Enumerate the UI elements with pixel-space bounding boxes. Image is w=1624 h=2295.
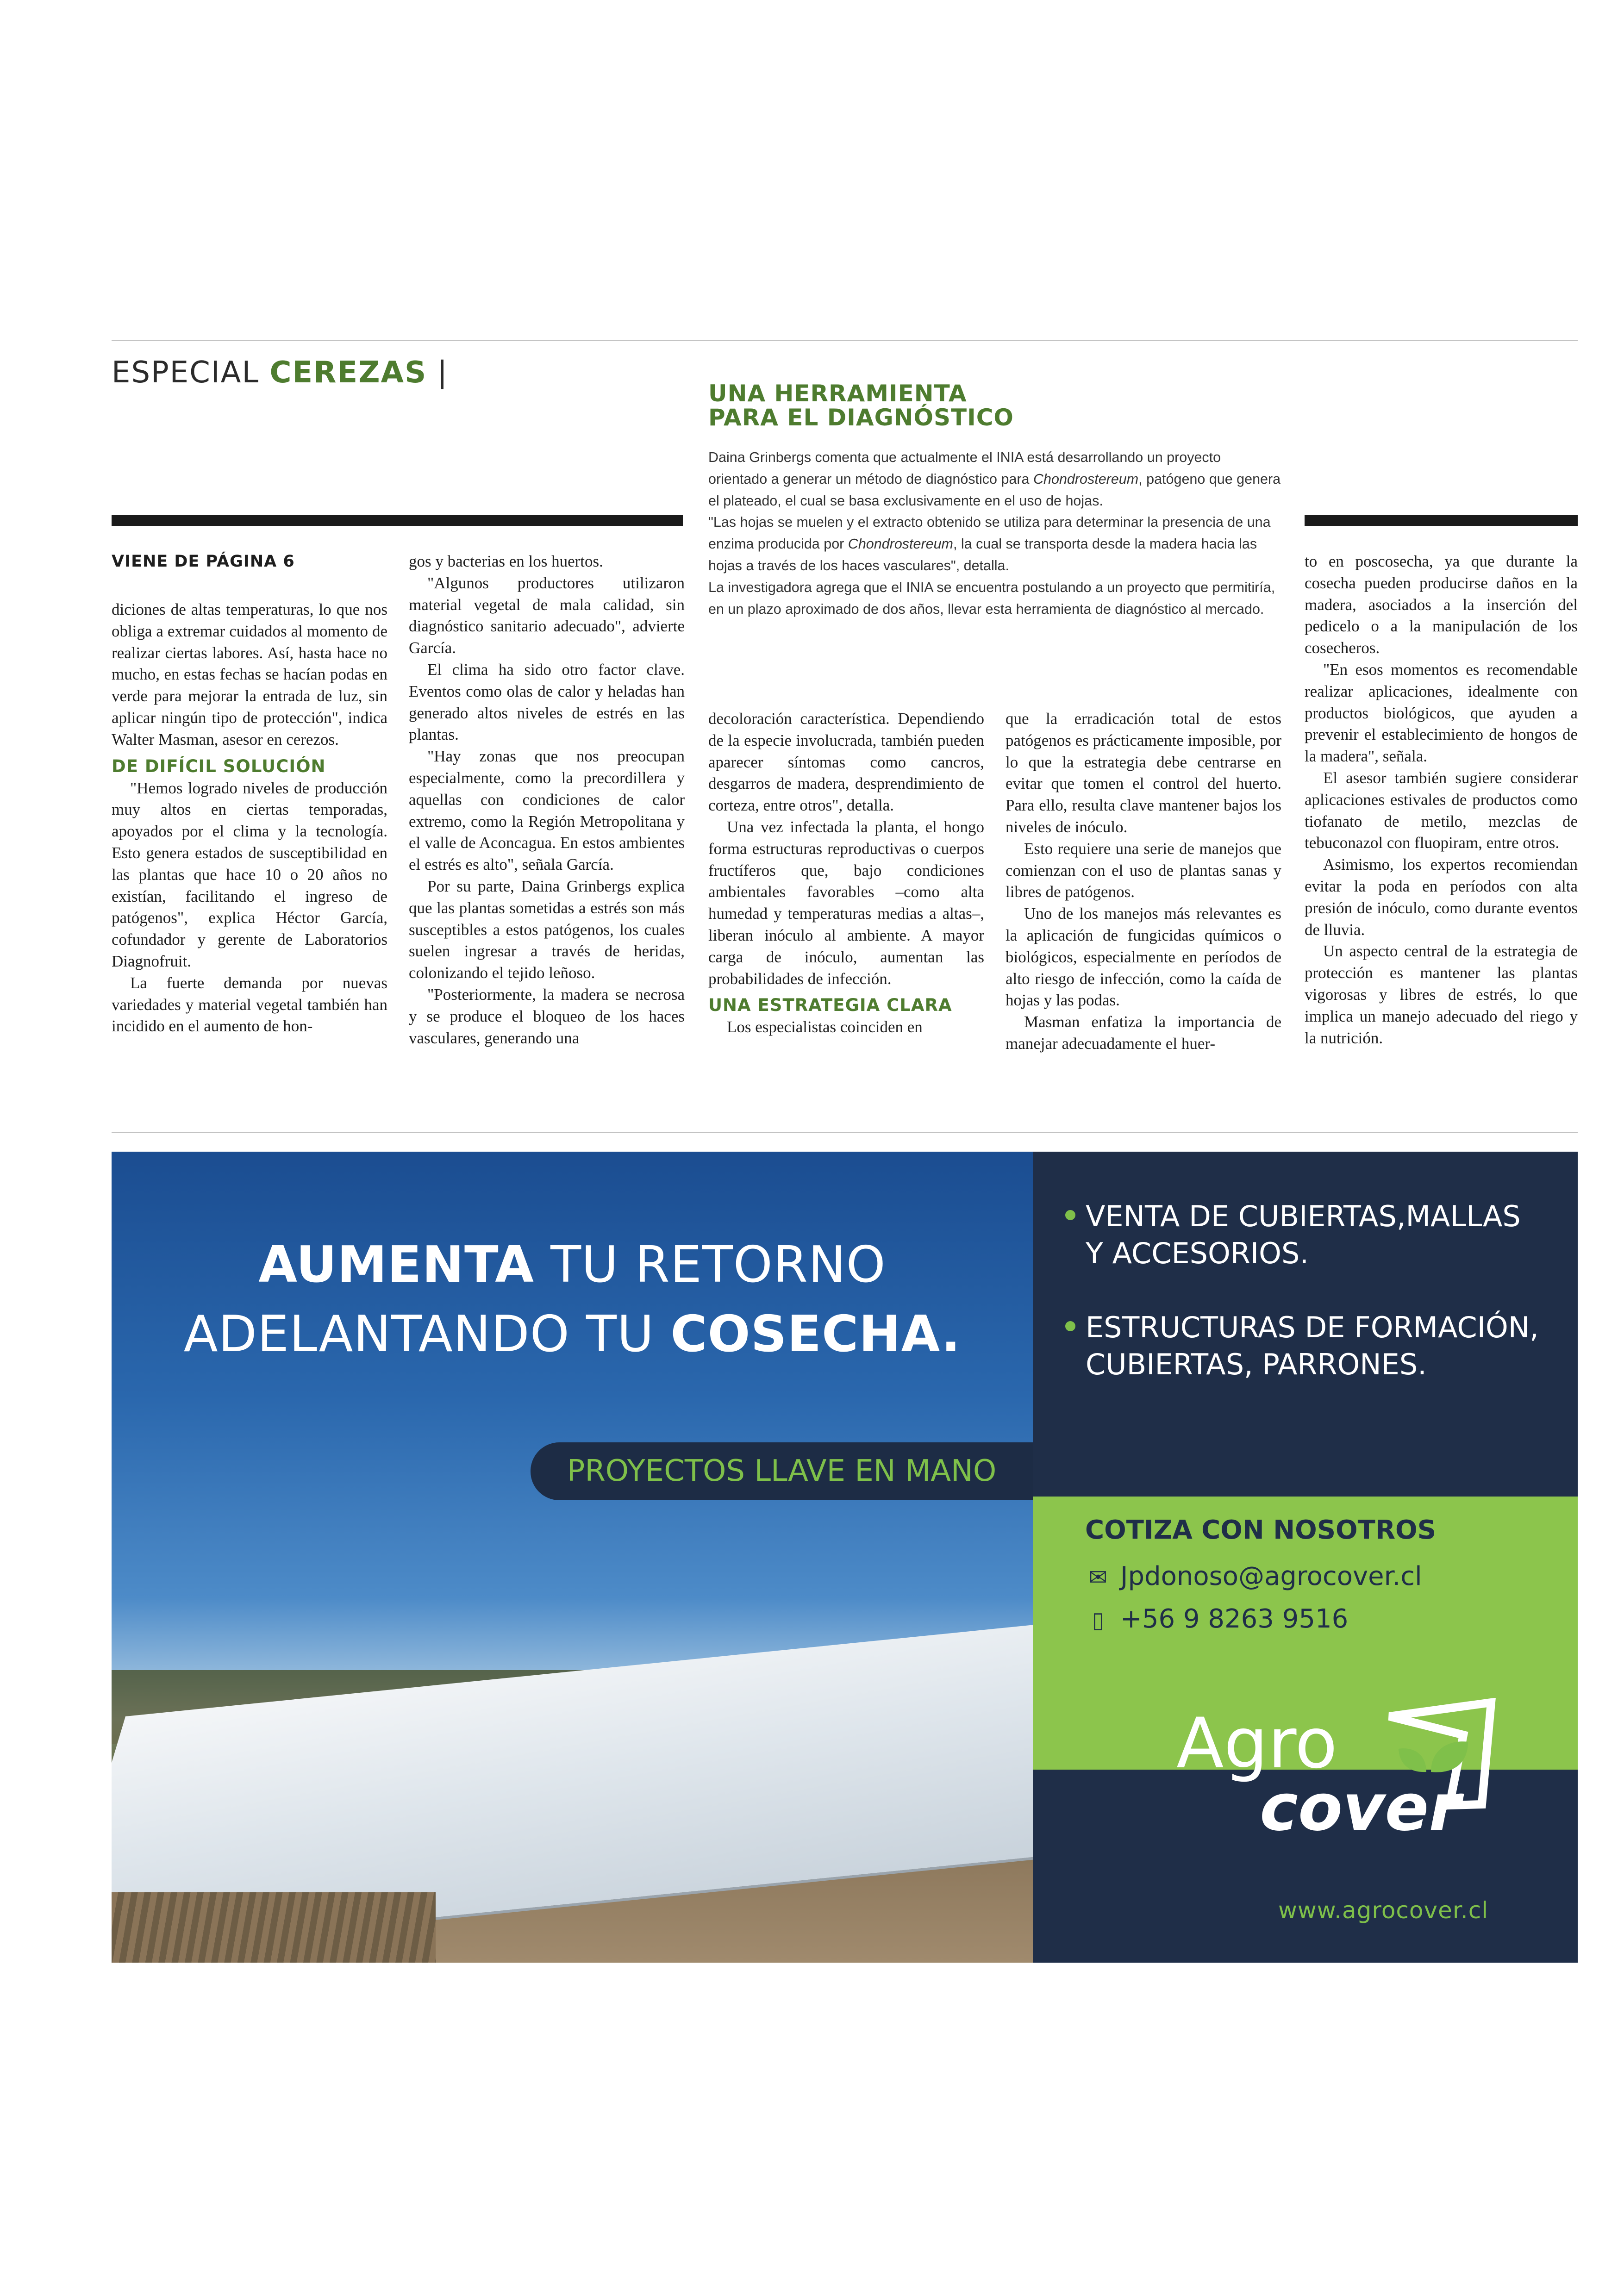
article-column-4 xyxy=(1006,708,1281,1055)
ad-email-text[interactable]: Jpdonoso@agrocover.cl xyxy=(1120,1561,1422,1591)
bullet-dot-icon xyxy=(1065,1210,1075,1220)
section-header xyxy=(112,355,448,390)
paragraph: Por su parte, Daina Grinbergs explica que las plantas sometidas a estrés son más susceptibles a estos patógenos, los cuales suelen ingresar a través de heridas, colonizando el tejido leñoso. xyxy=(409,877,685,982)
ad-headline-bold: AUMENTA xyxy=(258,1236,534,1294)
paragraph: que la erradicación total de estos patógenos es prácticamente imposible, por lo que la estrategia debe centrarse en evitar que tomen el control del huerto. Para ello, resulta clave mantener bajos los niveles de inóculo. xyxy=(1006,710,1281,836)
paragraph: Una vez infectada la planta, el hongo forma estructuras reproductivas o cuerpos fructíferos que, bajo condiciones ambientales favorables –como alta humedad y temperaturas medias a altas–, liberan inóculo al ambiente. A mayor carga de inóculo, aumentan las probabilidades de infección. xyxy=(708,817,984,988)
ad-ribbon xyxy=(531,1442,1033,1500)
ad-headline-line2 xyxy=(112,1300,1033,1369)
box-text-span: , patógeno que genera el plateado, el cual se basa exclusivamente en el uso de hojas. xyxy=(708,471,1281,509)
article-column-3 xyxy=(708,708,984,1038)
agrocover-logo xyxy=(1172,1698,1496,1851)
paragraph: "Algunos productores utilizaron material vegetal de mala calidad, sin diagnóstico sanitario adecuado", advierte García. xyxy=(409,574,685,657)
paragraph: Los especialistas coinciden en xyxy=(727,1018,923,1036)
ad-bullet-text: CUBIERTAS, PARRONES. xyxy=(1086,1347,1427,1381)
paragraph: to en poscosecha, ya que durante la cosecha pueden producirse daños en la madera, asociados a la inserción del pedicelo o a la manipulación de los cosecheros. xyxy=(1305,552,1578,657)
leaf-icon xyxy=(1431,1741,1468,1772)
paragraph: diciones de altas temperaturas, lo que nos obliga a extremar cuidados al momento de realizar ciertas labores. Así, hasta hace no mucho, en estas fechas se hacían podas en verde para mejorar la entrada de luz, sin aplicar ningún tipo de protección", indica Walter Masman, asesor en cerezos. xyxy=(112,600,387,748)
paragraph: La fuerte demanda por nuevas variedades y material vegetal también han incidido en el aumento de hon- xyxy=(112,973,387,1035)
box-text xyxy=(708,447,1282,620)
paragraph: "Posteriormente, la madera se necrosa y se produce el bloqueo de los haces vasculares, generando una xyxy=(409,985,685,1047)
ad-photo-field xyxy=(112,1892,436,1963)
ad-cta: COTIZA CON NOSOTROS xyxy=(1085,1515,1436,1545)
logo-text-bottom: cover xyxy=(1260,1770,1461,1846)
ad-bullet-item xyxy=(1062,1309,1571,1383)
ad-phone[interactable] xyxy=(1085,1604,1348,1634)
ad-bullet-text: Y ACCESORIOS. xyxy=(1086,1236,1309,1270)
advertisement[interactable] xyxy=(112,1152,1578,1963)
ad-email[interactable] xyxy=(1085,1561,1422,1591)
article-column-2 xyxy=(409,551,685,1049)
box-text-italic: Chondrostereum xyxy=(1033,471,1139,487)
paragraph: "Hemos logrado niveles de producción muy altos en ciertas temporadas, apoyados por el clima y la tecnología. Esto genera estados de susceptibilidad en las plantas que hace 10 o 20 años no existían, facilitando el ingreso de patógenos", explica Héctor García, cofundador y gerente de Laboratorios Diagnofruit. xyxy=(112,779,387,970)
paragraph: decoloración característica. Dependiendo de la especie involucrada, también pueden aparecer síntomas como cancros, desgarros de madera, desprendimiento de corteza, entre otros", detalla. xyxy=(708,710,984,815)
box-title-line2: PARA EL DIAGNÓSTICO xyxy=(708,404,1014,431)
box-text-span: , la cual se transporta desde la madera hacia las hojas a través de los haces vasculares", detalla. xyxy=(708,536,1257,574)
ad-headline-text: TU RETORNO xyxy=(534,1236,886,1294)
subhead: UNA ESTRATEGIA CLARA xyxy=(708,995,952,1016)
leaf-icon xyxy=(1399,1748,1426,1772)
kicker: VIENE DE PÁGINA 6 xyxy=(112,552,295,571)
paragraph: Masman enfatiza la importancia de manejar adecuadamente el huer- xyxy=(1006,1013,1281,1053)
box-paragraph: La investigadora agrega que el INIA se encuentra postulando a un proyecto que permitiría, en un plazo aproximado de dos años, llevar esta herramienta de diagnóstico al mercado. xyxy=(708,579,1275,617)
box-text-span: Daina Grinbergs comenta que actualmente el INIA está desarrollando un proyecto orientado a generar un método de diagnóstico para xyxy=(708,449,1221,487)
left-column-bar xyxy=(112,515,683,526)
paragraph: gos y bacterias en los huertos. xyxy=(409,552,603,570)
paragraph: El asesor también sugiere considerar aplicaciones estivales de productos como tiofanato de metilo, mezclas de tebuconazol con fluopiram, entre otros. xyxy=(1305,768,1578,852)
ad-headline-text: ADELANTANDO TU xyxy=(183,1305,671,1363)
envelope-icon: ✉ xyxy=(1088,1565,1108,1590)
box-text-span: "Las hojas se muelen y el extracto obtenido se utiliza para determinar la presencia de una enzima producida por xyxy=(708,514,1271,552)
subhead: DE DIFÍCIL SOLUCIÓN xyxy=(112,756,326,776)
right-column-bar xyxy=(1305,515,1578,526)
box-title xyxy=(708,381,1032,430)
paragraph: Asimismo, los expertos recomiendan evitar la poda en períodos con alta presión de inóculo, como durante eventos de lluvia. xyxy=(1305,855,1578,939)
bullet-dot-icon xyxy=(1065,1321,1075,1331)
paragraph: Un aspecto central de la estrategia de protección es mantener las plantas vigorosas y libres de estrés, lo que implica un manejo adecuado del riego y la nutrición. xyxy=(1305,942,1578,1047)
paragraph: "Hay zonas que nos preocupan especialmente, como la precordillera y aquellas con condiciones de calor extremo, como la Región Metropolitana y el valle de Aconcagua. En estos ambientes el estrés es alto", señala García. xyxy=(409,747,685,874)
paragraph: "En esos momentos es recomendable realizar aplicaciones, idealmente con productos biológicos, que ayuden a prevenir el establecimiento de hongos de la madera", señala. xyxy=(1305,660,1578,766)
logo-text-top: Agro xyxy=(1176,1703,1337,1784)
article-column-5 xyxy=(1305,551,1578,1049)
section-label: ESPECIAL xyxy=(112,355,260,390)
ad-bullet-text: ESTRUCTURAS DE FORMACIÓN, xyxy=(1086,1310,1539,1344)
article-column-1 xyxy=(112,551,387,1037)
paragraph: Esto requiere una serie de manejos que comienzan con el uso de plantas sanas y libres de patógenos. xyxy=(1006,839,1281,901)
ad-ribbon-text: PROYECTOS LLAVE EN MANO xyxy=(567,1454,997,1488)
ad-bullet-list xyxy=(1062,1198,1571,1420)
ad-phone-text[interactable]: +56 9 8263 9516 xyxy=(1120,1604,1349,1634)
box-paragraph xyxy=(708,447,1282,511)
ad-bullet-text: VENTA DE CUBIERTAS,MALLAS xyxy=(1086,1199,1521,1233)
top-rule xyxy=(112,340,1578,341)
ad-info-panel xyxy=(1033,1152,1578,1963)
section-label-strong: CEREZAS xyxy=(269,355,427,390)
ad-headline-line1 xyxy=(112,1230,1033,1300)
bottom-rule xyxy=(112,1132,1578,1133)
paragraph: Uno de los manejos más relevantes es la aplicación de fungicidas químicos o biológicos, especialmente en períodos de alto riesgo de infección, como la caída de hojas y las podas. xyxy=(1006,904,1281,1010)
ad-headline-bold: COSECHA. xyxy=(670,1305,961,1363)
ad-website-link[interactable]: www.agrocover.cl xyxy=(1278,1897,1489,1924)
section-separator: | xyxy=(437,355,449,390)
box-paragraph xyxy=(708,511,1282,576)
box-title-line1: UNA HERRAMIENTA xyxy=(708,380,967,407)
box-text-italic: Chondrostereum xyxy=(848,536,953,552)
paragraph: El clima ha sido otro factor clave. Eventos como olas de calor y heladas han generado altos niveles de estrés en las plantas. xyxy=(409,660,685,744)
mobile-phone-icon: ▯ xyxy=(1092,1607,1105,1633)
ad-bullet-item xyxy=(1062,1198,1571,1272)
